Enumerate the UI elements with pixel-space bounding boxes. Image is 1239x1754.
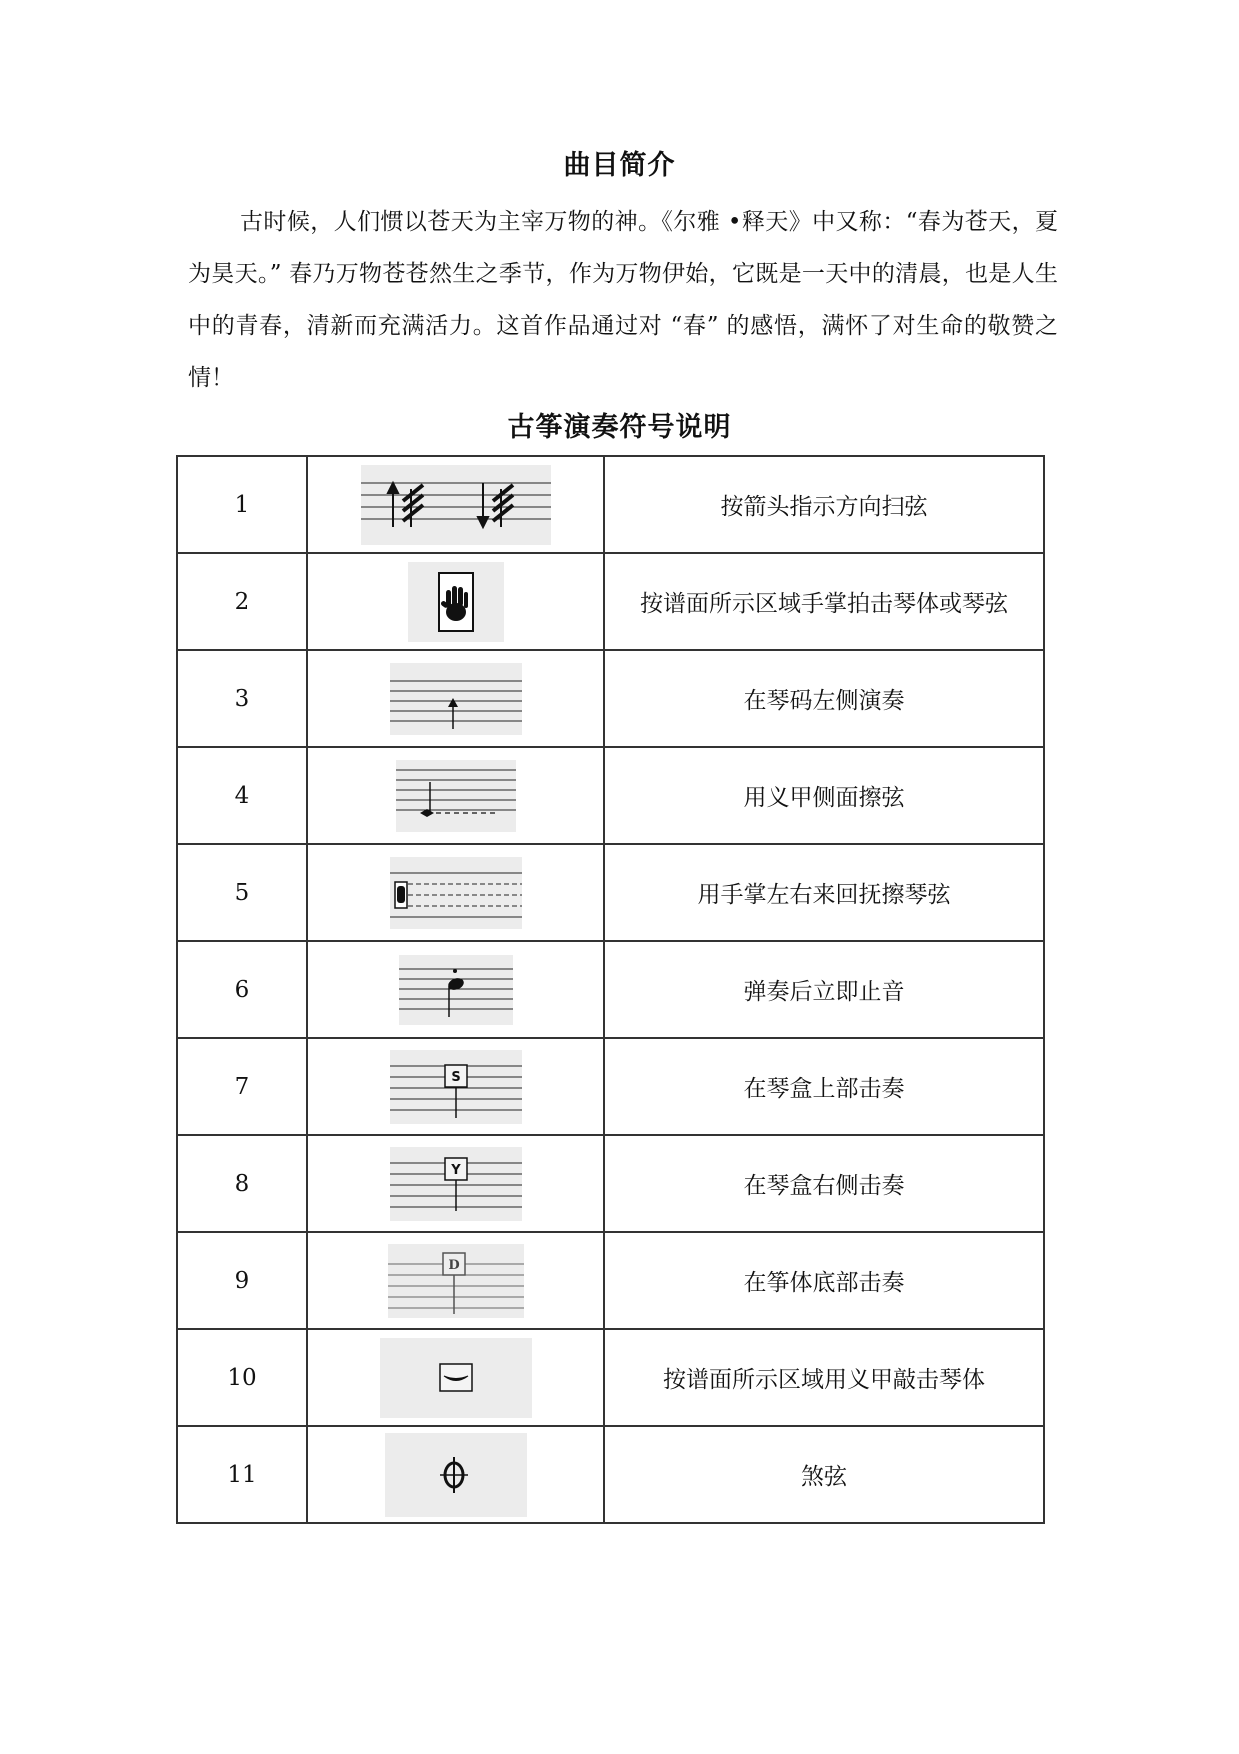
symbol-cell	[307, 1038, 604, 1135]
palm-rub-icon	[390, 857, 522, 929]
symbol-cell	[307, 747, 604, 844]
row-description: 煞弦	[604, 1426, 1044, 1523]
row-description: 在琴盒上部击奏	[604, 1038, 1044, 1135]
table-row	[177, 553, 1044, 650]
table-row	[177, 456, 1044, 553]
table-row	[177, 1232, 1044, 1329]
symbol-letter: S	[450, 1069, 461, 1085]
row-number: 6	[177, 941, 307, 1038]
row-number: 4	[177, 747, 307, 844]
symbol-cell	[307, 1232, 604, 1329]
table-row	[177, 844, 1044, 941]
symbol-cell	[307, 941, 604, 1038]
page-title: 曲目简介	[563, 150, 676, 181]
symbol-cell	[307, 1329, 604, 1426]
row-number: 7	[177, 1038, 307, 1135]
row-description: 弹奏后立即止音	[604, 941, 1044, 1038]
symbol-letter: D	[447, 1257, 460, 1273]
up-arrow-staff-icon	[390, 663, 522, 735]
row-description: 在琴码左侧演奏	[604, 650, 1044, 747]
box-s-icon	[390, 1050, 522, 1124]
table-row	[177, 941, 1044, 1038]
row-number: 8	[177, 1135, 307, 1232]
nail-tap-icon	[380, 1338, 532, 1418]
row-description: 按谱面所示区域用义甲敲击琴体	[604, 1329, 1044, 1426]
row-number: 3	[177, 650, 307, 747]
row-description: 用手掌左右来回抚擦琴弦	[604, 844, 1044, 941]
symbol-cell	[307, 844, 604, 941]
symbol-cell	[307, 456, 604, 553]
row-number: 2	[177, 553, 307, 650]
row-number: 1	[177, 456, 307, 553]
mute-strings-icon	[385, 1433, 527, 1517]
box-y-icon	[390, 1147, 522, 1221]
intro-paragraph: 古时候，人们惯以苍天为主宰万物的神。《尔雅 •释天》中又称：“春为苍天，夏为昊天。” 春乃万物苍苍然生之季节，作为万物伊始，它既是一天中的清晨，也是人生中的青春，清新而充满活力。这首作品通过对 “春” 的感悟，满怀了对生命的敬赞之情！	[188, 209, 1058, 391]
row-number: 9	[177, 1232, 307, 1329]
symbol-letter: Y	[450, 1162, 461, 1178]
row-number: 5	[177, 844, 307, 941]
table-row	[177, 1135, 1044, 1232]
row-description: 在琴盒右侧击奏	[604, 1135, 1044, 1232]
table-row	[177, 1426, 1044, 1523]
hand-palm-icon	[408, 562, 504, 642]
legend-title: 古筝演奏符号说明	[507, 412, 732, 443]
arrow-sweep-icon	[361, 465, 551, 545]
box-d-icon	[388, 1244, 524, 1318]
row-number: 10	[177, 1329, 307, 1426]
row-description: 按谱面所示区域手掌拍击琴体或琴弦	[604, 553, 1044, 650]
table-row	[177, 1038, 1044, 1135]
symbol-cell	[307, 1135, 604, 1232]
row-description: 用义甲侧面擦弦	[604, 747, 1044, 844]
symbol-cell	[307, 650, 604, 747]
symbol-cell	[307, 1426, 604, 1523]
table-row	[177, 650, 1044, 747]
nail-rub-icon	[396, 760, 516, 832]
symbol-cell	[307, 553, 604, 650]
row-description: 在筝体底部击奏	[604, 1232, 1044, 1329]
table-row	[177, 1329, 1044, 1426]
staccato-stop-icon	[399, 955, 513, 1025]
row-number: 11	[177, 1426, 307, 1523]
symbol-legend-table	[176, 455, 1045, 1524]
row-description: 按箭头指示方向扫弦	[604, 456, 1044, 553]
table-row	[177, 747, 1044, 844]
